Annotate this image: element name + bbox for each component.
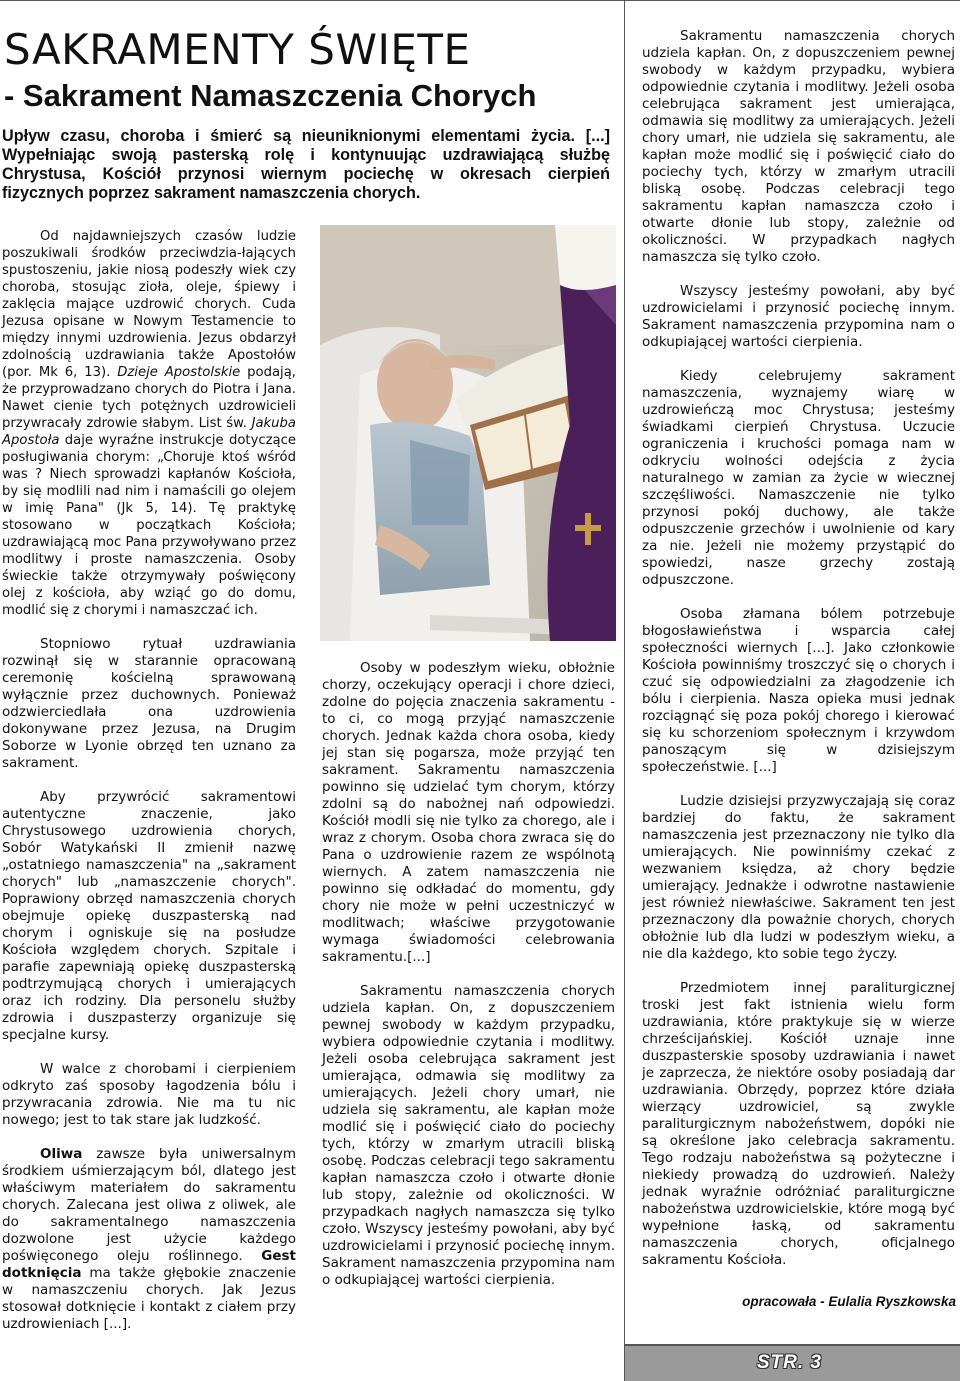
author-signature: opracowała - Eulalia Ryszkowska [742, 1294, 956, 1309]
col1-p1-text-c: daje wyraźne instrukcje dotyczące posługiwania chorym: „Choruje ktoś wśród was ? Niech sprowadzi kapłanów Kościoła, by się modlili nad nim i namaścili go olejem w imię Pana" (Jk 5, 14). Tę praktykę stosowano w początkach Kościoła; uzdrawiającą moc Pana przywoływano przez modlitwy i proste namaszczenia. Osoby świeckie także otrzymywały poświęcony olej z kościoła, aby wziąć go do domu, modlić się z chorymi i namaszczać ich. [2, 433, 296, 618]
lead-paragraph: Upływ czasu, choroba i śmierć są nieuniknionymi elementami życia. [...] Wypełniając swoją pasterską rolę i kontynuując uzdrawiającą służbę Chrystusa, Kościół przynosi wiernym pociechę w okresach cierpień fizycznych poprzez sakrament namaszczenia chorych. [2, 127, 610, 202]
col3-paragraph-6: Przedmiotem innej paraliturgicznej troski jest fakt istnienia wielu form uzdrawiania, które praktykuje się w wierze chrześcijańskiej. Kościół uznaje inne duszpasterskie sposoby uzdrawiania i nawet je zaprzecza, że niektóre osoby posiadają dar uzdrawiania. Obrzędy, poprzez które działa wierzący uzdrowiciel, są zwykle paraliturgicznym nabożeństwem, dopóki nie są określone jako celebracja sakramentu. Tego rodzaju nabożeństwa są pożyteczne i niekiedy prowadzą do uzdrowień. Należy jednak wyraźnie odróżniać paraliturgiczne nabożeństwa uzdrowicielskie, które mogą być wypełnione łaską, od sakramentu namaszczenia chorych, oficjalnego sakramentu Kościoła. [642, 980, 955, 1268]
col1-p5-bold-1: Oliwa [40, 1146, 83, 1162]
col1-p1-italic-2: Jakuba Apostoła [2, 416, 296, 448]
col3-paragraph-2: Wszyscy jesteśmy powołani, aby być uzdrowicielami i przynosić pociechę innym. Sakrament namaszczenia przypomina nam o odkupiającej wartości cierpienia. [642, 283, 955, 350]
col1-p1-text: Od najdawniejszych czasów ludzie poszukiwali środków przeciwdzia-łających spustoszeniu, jakie niosą podeszły wiek czy choroba, stosując zioła, oleje, śpiewy i zaklęcia mające uzdrowić chorych. Cuda Jezusa opisane w Nowym Testamencie to między innymi uzdrowienia. Jezus obdarzył zdolnością uzdrawiania także Apostołów (por. Mk 6, 13). [2, 229, 296, 380]
column-3 [642, 28, 955, 1286]
col1-paragraph-5 [2, 1146, 296, 1333]
page-title: SAKRAMENTY ŚWIĘTE [4, 25, 471, 74]
column-1 [2, 228, 296, 1350]
col3-paragraph-1: Sakramentu namaszczenia chorych udziela kapłan. On, z dopuszczeniem pewnej swobody w każdym przypadku, wybiera odpowiednie czytania i modlitwy. Jeżeli osoba celebrująca sakrament jest umierająca, odmawia się modlitwy za umierających. Jeżeli chory umarł, nie udziela się sakramentu, ale kapłan może modlić się i poświęcić ciało do pociechy tych, którzy w zmarłym utracili bliską osobę. Podczas celebracji tego sakramentu kapłan namaszcza czoło i otwarte dłonie lub stopy, zależnie od okoliczności. W przypadkach nagłych namaszcza się tylko czoło. [642, 28, 955, 265]
col1-p5-text-a: zawsze była uniwersalnym środkiem uśmierzającym ból, dlatego jest właściwym materiałem do sakramentu chorych. Zalecana jest oliwa z oliwek, ale do sakramentalnego namaszczenia dozwolone jest użycie każdego poświęconego oleju roślinnego. [2, 1146, 296, 1264]
col2-paragraph-2: Sakramentu namaszczenia chorych udziela kapłan. On, z dopuszczeniem pewnej swobody w każdym przypadku, wybiera odpowiednie czytania i modlitwy. Jeżeli osoba celebrująca sakrament jest umierająca, odmawia się modlitwy za umierających. Jeżeli chory umarł, nie udziela się sakramentu, ale kapłan może modlić się i poświęcić ciało do pociechy tych, którzy w zmarłym utracili bliską osobę. Podczas celebracji tego sakramentu kapłan namaszcza czoło i otwarte dłonie lub stopy, zależnie od okoliczności. W przypadkach nagłych namaszcza się tylko czoło. Wszyscy jesteśmy powołani, aby być uzdrowicielami i przynosić pociechę innym. Sakrament namaszczenia przypomina nam o odkupiającej wartości cierpienia. [322, 983, 615, 1288]
col3-paragraph-3: Kiedy celebrujemy sakrament namaszczenia, wyznajemy wiarę w uzdrowieńczą moc Chrystusa; jesteśmy świadkami cierpień Chrystusa. Uczucie ograniczenia i kruchości pomaga nam w odkryciu wolności odejścia z życia naturalnego w zamian za życie w wiecznej szczęśliwości. Namaszczenie nie tylko przynosi pokój duchowy, ale także odpuszczenie grzechów i uwolnienie od kary za nie. Jeżeli nie możemy przystąpić do spowiedzi, nasze grzechy zostają odpuszczone. [642, 368, 955, 588]
col2-paragraph-1: Osoby w podeszłym wieku, obłożnie chorzy, oczekujący operacji i chore dzieci, zdolne do pojęcia znaczenia sakramentu - to ci, co mogą przyjąć namaszczenie chorych. Jednak każda chora osoba, kiedy jej stan się pogarsza, może przyjąć ten sakrament. Sakramentu namaszczenia powinno się udzielać tym chorym, którzy zdolni są do nabożnej nań odpowiedzi. Kościół modli się nie tylko za chorego, ale i wraz z chorym. Osoba chora zwraca się do Pana o uzdrowienie razem ze wspólnotą wiernych. A zatem namaszczenia nie powinno się odkładać do momentu, gdy chory nie może w pełni uczestniczyć w modlitwach; właściwe przygotowanie wymaga świadomości celebrowania sakramentu.[...] [322, 660, 615, 965]
page-subtitle: - Sakrament Namaszczenia Chorych [4, 78, 537, 113]
col1-p5-bold-2: Gest dotknięcia [2, 1248, 296, 1281]
col1-paragraph-2: Stopniowo rytuał uzdrawiania rozwinął się w starannie opracowaną ceremonię kościelną sprawowaną wyłącznie przez duchownych. Ponieważ odzwierciedlała ona uzdrowienia dokonywane przez Jezusa, na Drugim Soborze w Lyonie obrzęd ten uznano za sakrament. [2, 636, 296, 771]
col1-p1-italic-1: Dzieje Apostolskie [117, 365, 241, 380]
col1-p5-text-b: ma także głębokie znaczenie w namaszczeniu chorych. Jak Jezus stosował dotknięcie i kontakt z ciałem przy uzdrowieniach [...]. [2, 1265, 296, 1332]
col1-paragraph-3: Aby przywrócić sakramentowi autentyczne znaczenie, jako Chrystusowego uzdrowienia chorych, Sobór Watykański II zmienił nazwę „ostatniego namaszczenia" na „sakrament chorych" lub „namaszczenie chorych". Poprawiony obrzęd namaszczenia chorych obejmuje opiekę duszpasterską nad chorym i ogniskuje się na posłudze Kościoła względem chorych. Szpitale i parafie zapewniają opiekę duszpasterską podtrzymującą chorych i umierających oraz ich rodziny. Dla personelu służby zdrowia i duszpasterzy organizuje się specjalne kursy. [2, 789, 296, 1043]
anointing-illustration-icon [320, 225, 616, 641]
page-number: STR. 3 [756, 1352, 822, 1373]
col3-paragraph-4: Osoba złamana bólem potrzebuje błogosławieństwa i wsparcia całej społeczności wiernych [...]. Jako członkowie Kościoła powinniśmy troszczyć się o chorych i czuć się odpowiedzialni za złagodzenie ich bólu i cierpienia. Nasza opieka musi jednak rozciągnąć się poza pokój chorego i kierować się ku schorzeniom społecznym i krzywdom panoszącym się w dzisiejszym społeczeństwie. [...] [642, 606, 955, 775]
col3-paragraph-5: Ludzie dzisiejsi przyzwyczajają się coraz bardziej do faktu, że sakrament namaszczenia jest przeznaczony nie tylko dla umierających. Nie powinniśmy czekać z wezwaniem księdza, aż chory będzie umierający. Jednakże i odwrotne nastawienie jest również niewłaściwe. Sakrament ten jest przeznaczony dla poważnie chorych, chorych obłożnie lub dla ludzi w podeszłym wieku, a nie dla każdego, kto sobie tego życzy. [642, 793, 955, 962]
page-footer-bar [625, 1344, 960, 1381]
col1-paragraph-1 [2, 228, 296, 619]
column-2 [322, 660, 615, 1306]
col1-p1-text-b: podają, że przyprowadzano chorych do Piotra i Jana. Nawet cienie tych potężnych uzdrowicieli przywracały zdrowie słabym. List św. [2, 365, 296, 431]
col1-paragraph-4: W walce z chorobami i cierpieniem odkryto zaś sposoby łagodzenia bólu i przywracania zdrowia. Nie ma tu nic nowego; jest to tak stare jak ludzkość. [2, 1061, 296, 1128]
anointing-photo [320, 225, 616, 641]
